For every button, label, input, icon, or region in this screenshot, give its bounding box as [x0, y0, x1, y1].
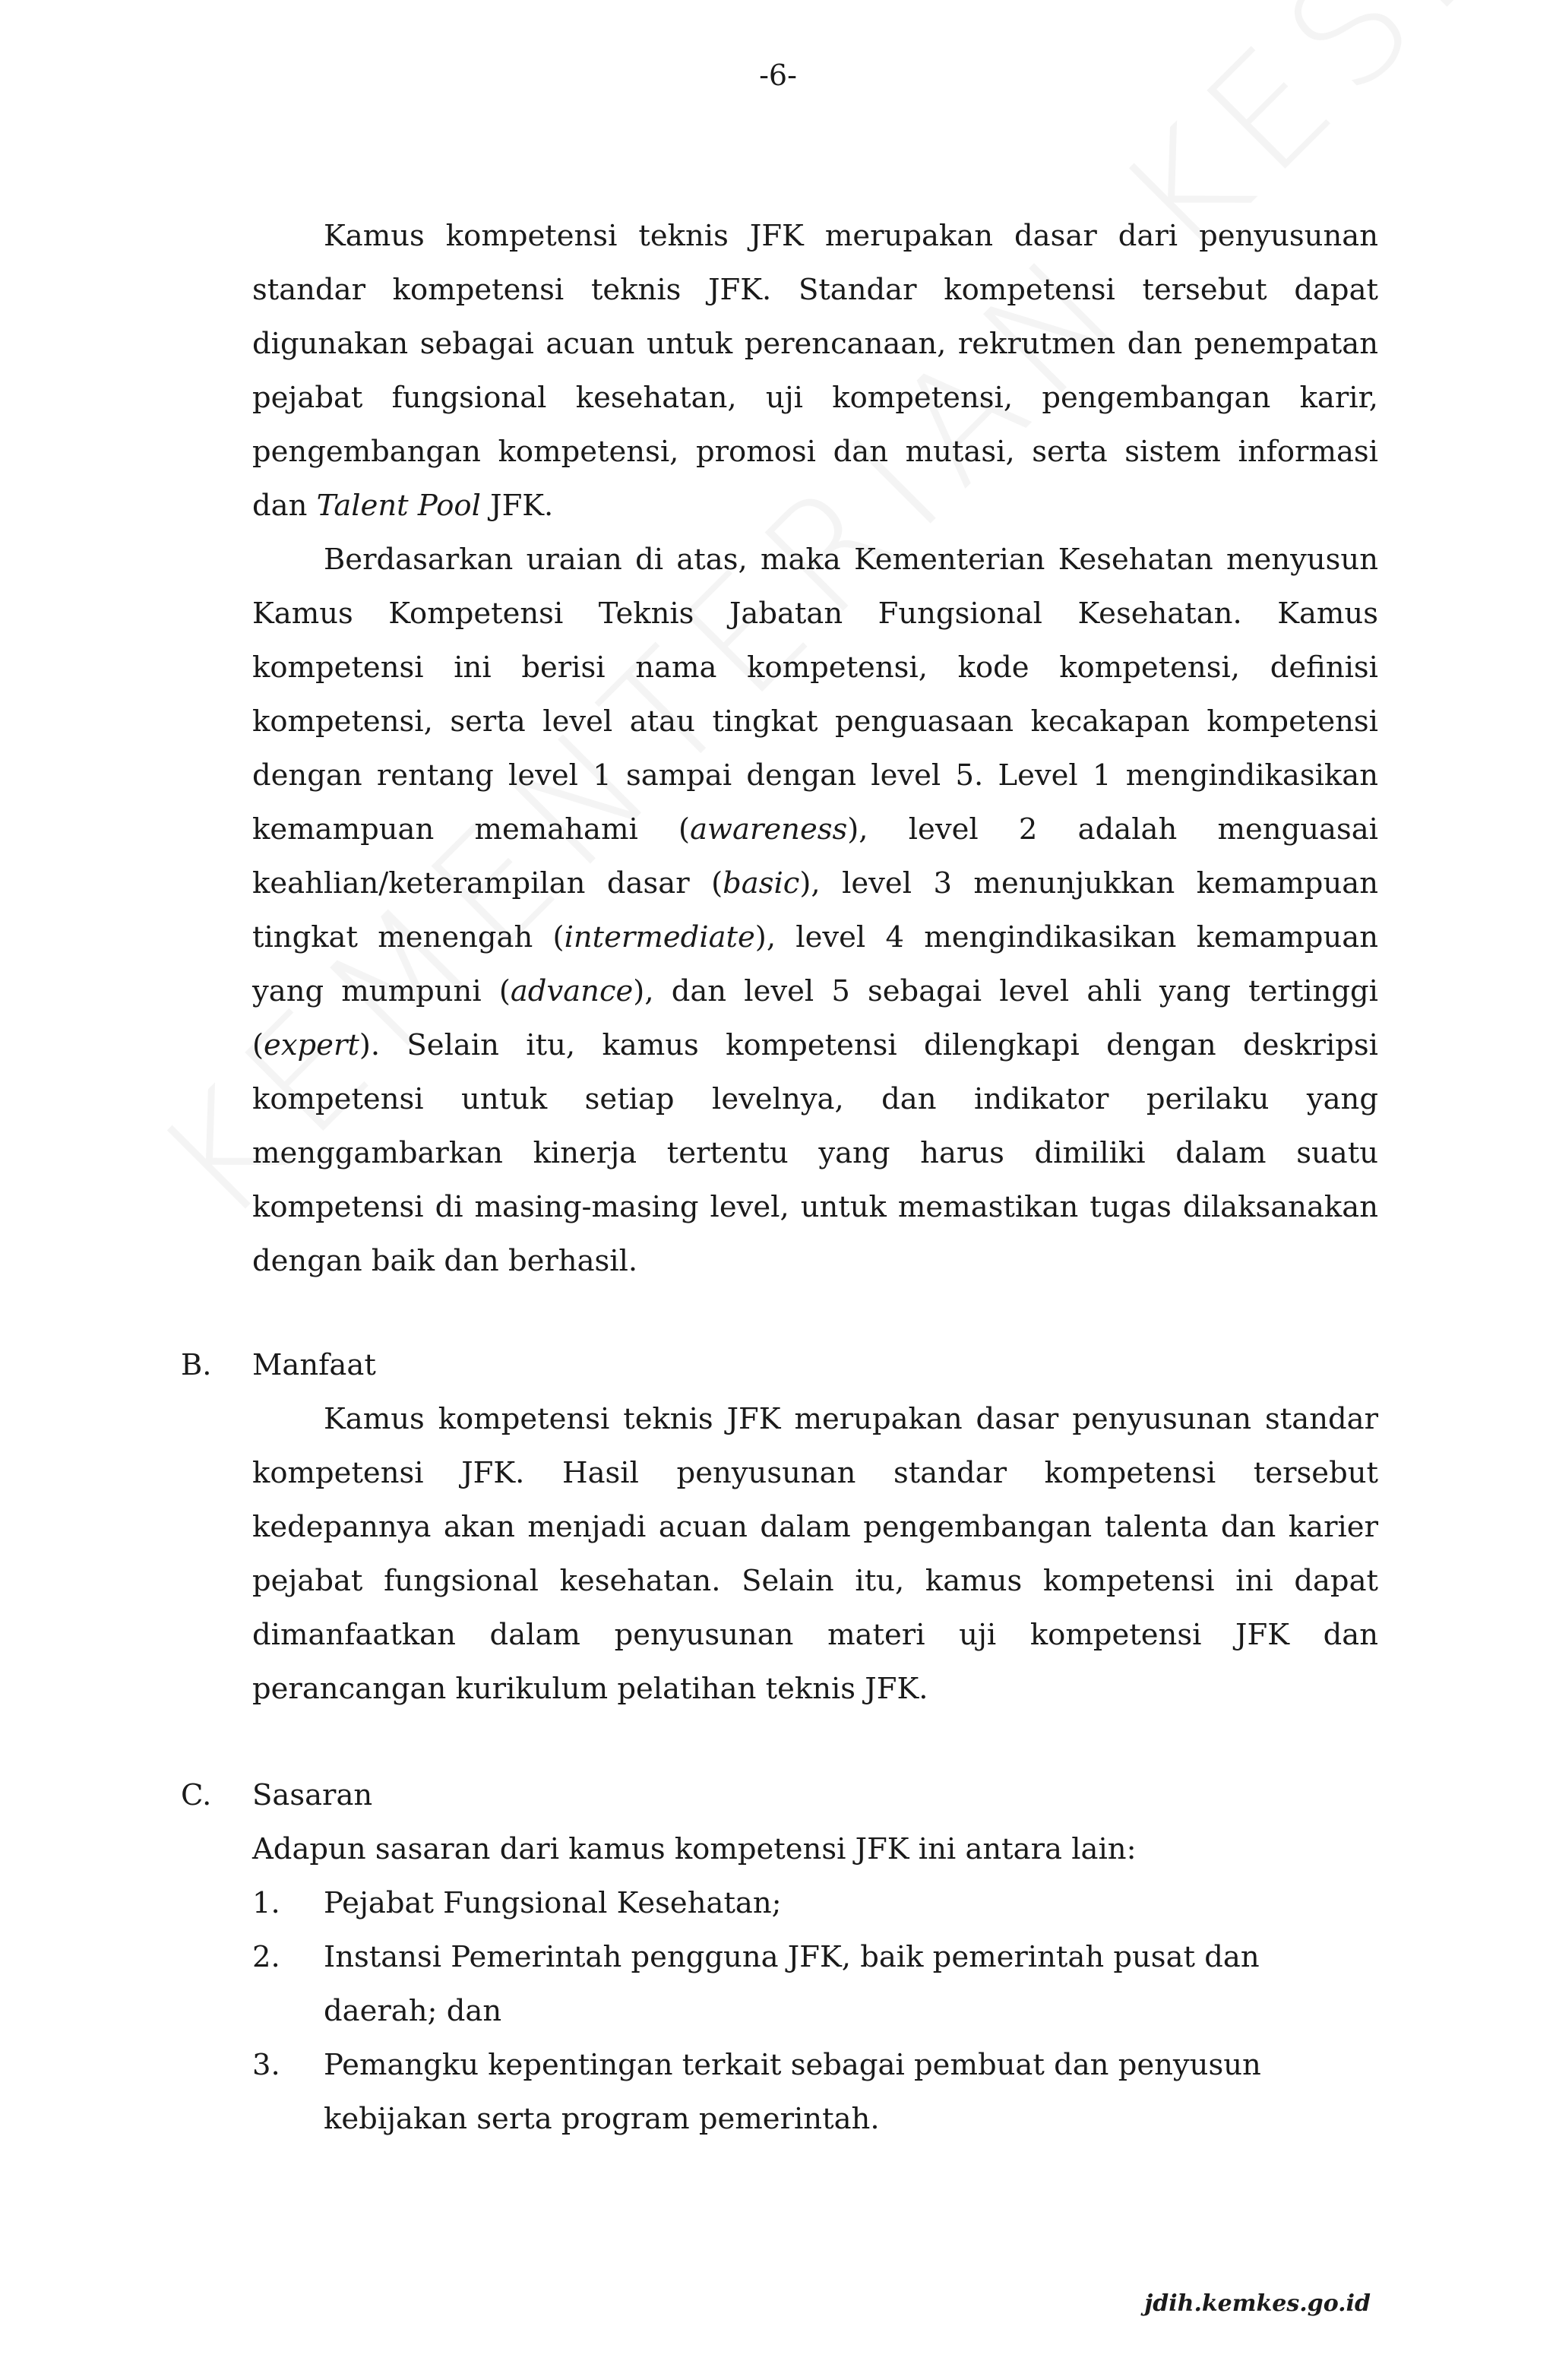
list-item-text: Instansi Pemerintah pengguna JFK, baik pemerintah pusat dan daerah; dan: [324, 1940, 1260, 2028]
section-b-body: [252, 1392, 1378, 1716]
section-c-letter: C.: [181, 1778, 212, 1812]
term-basic: basic: [723, 866, 800, 900]
intro-paragraph-2: [252, 533, 1378, 1288]
intro-p2-text-1: Berdasarkan uraian di atas, maka Kementerian Kesehatan menyusun Kamus Kompetensi Teknis Jabatan Fungsional Kesehatan. Kamus kompetensi ini berisi nama kompetensi, kode kompetensi, definisi kompetensi, serta level atau tingkat penguasaan kecakapan kompetensi dengan rentang level 1 sampai dengan level 5. Level 1 mengindikasikan kemampuan memahami (: [252, 543, 1378, 847]
section-c-title: Sasaran: [252, 1778, 373, 1812]
footer-url: jdih.kemkes.go.id: [1144, 2290, 1371, 2317]
list-item-number: 2.: [252, 1940, 280, 1974]
intro-p1-text: Kamus kompetensi teknis JFK merupakan dasar dari penyusunan standar kompetensi teknis JFK. Standar kompetensi tersebut dapat digunakan sebagai acuan untuk perencanaan, rekrutmen dan penempatan pejabat fungsional kesehatan, uji kompetensi, pengembangan karir, pengembangan kompetensi, promosi dan mutasi, serta sistem informasi dan: [252, 219, 1378, 523]
intro-p2-text-3: ), level 3 menunjukkan kemampuan tingkat menengah (: [252, 866, 1378, 954]
section-c-intro-text: Adapun sasaran dari kamus kompetensi JFK ini antara lain:: [252, 1832, 1137, 1866]
list-item: [252, 2038, 1378, 2146]
intro-p2-text-2: ), level 2 adalah menguasai keahlian/keterampilan dasar (: [252, 812, 1378, 900]
term-advance: advance: [510, 974, 634, 1008]
intro-paragraph-1: [252, 209, 1378, 533]
intro-p2-text-6: ). Selain itu, kamus kompetensi dilengkapi dengan deskripsi kompetensi untuk setiap levelnya, dan indikator perilaku yang menggambarkan kinerja tertentu yang harus dimiliki dalam suatu kompetensi di masing-masing level, untuk memastikan tugas dilaksanakan dengan baik dan berhasil.: [252, 1028, 1378, 1278]
list-item-text: Pemangku kepentingan terkait sebagai pembuat dan penyusun kebijakan serta program pemerintah.: [324, 2048, 1261, 2136]
term-expert: expert: [264, 1028, 359, 1062]
list-item: [252, 1876, 1378, 1930]
list-item: [252, 1930, 1378, 2038]
talent-pool-term: Talent Pool: [316, 489, 481, 523]
section-b-title: Manfaat: [252, 1348, 376, 1382]
intro-p1-end: JFK.: [480, 489, 554, 523]
intro-p2-text-5: ), dan level 5 sebagai level ahli yang tertinggi (: [252, 974, 1378, 1062]
list-item-number: 1.: [252, 1886, 280, 1920]
term-awareness: awareness: [690, 812, 848, 847]
list-item-number: 3.: [252, 2048, 280, 2082]
intro-section: [252, 209, 1378, 1288]
page-number: -6-: [759, 59, 797, 92]
section-b-paragraph: Kamus kompetensi teknis JFK merupakan dasar penyusunan standar kompetensi JFK. Hasil penyusunan standar kompetensi tersebut kedepannya akan menjadi acuan dalam pengembangan talenta dan karier pejabat fungsional kesehatan. Selain itu, kamus kompetensi ini dapat dimanfaatkan dalam penyusunan materi uji kompetensi JFK dan perancangan kurikulum pelatihan teknis JFK.: [252, 1402, 1378, 1706]
section-c-intro: [252, 1822, 1378, 1876]
intro-p2-text-4: ), level 4 mengindikasikan kemampuan yang mumpuni (: [252, 920, 1378, 1008]
list-item-text: Pejabat Fungsional Kesehatan;: [324, 1886, 782, 1920]
term-intermediate: intermediate: [564, 920, 755, 954]
section-b-letter: B.: [181, 1348, 212, 1382]
